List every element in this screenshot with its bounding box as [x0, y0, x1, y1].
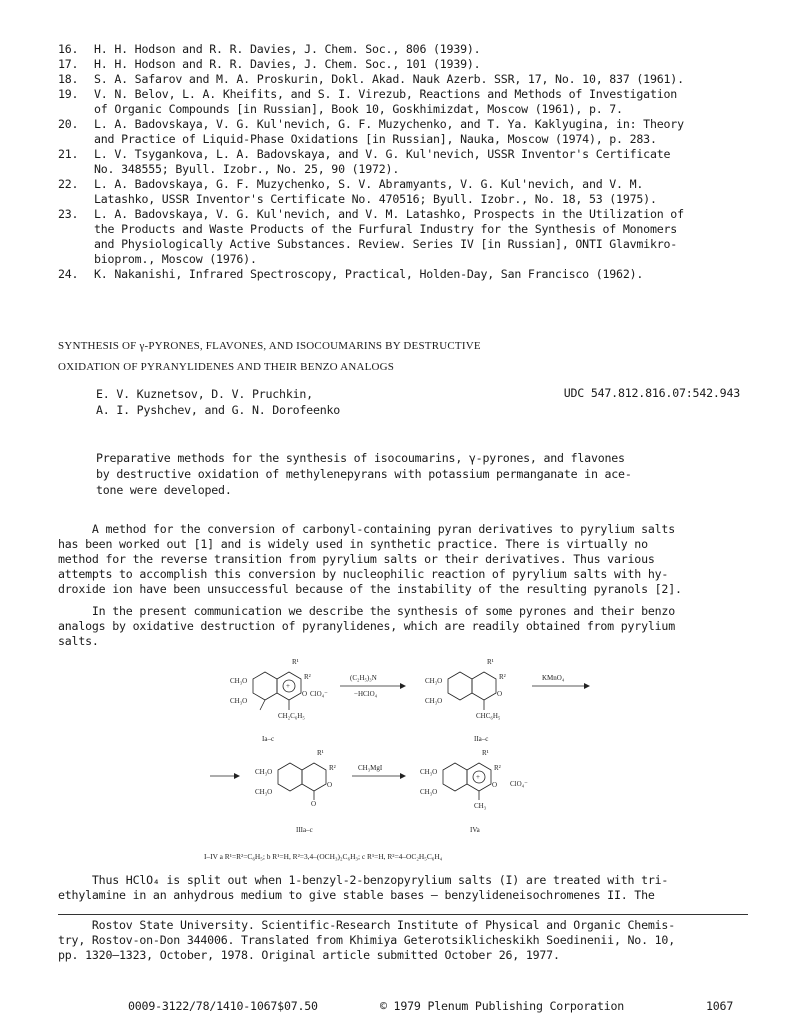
reference-number: 20.	[58, 117, 79, 131]
IV-och3-top: CH₃O	[420, 768, 438, 776]
reference-item	[58, 117, 748, 147]
authors-line1: E. V. Kuznetsov, D. V. Pruchkin,	[96, 387, 313, 401]
reagent-ch3mgi: CH₃MgI	[358, 764, 383, 772]
I-r2: R²	[304, 673, 311, 681]
IV-o: O	[492, 781, 498, 789]
author-list	[96, 386, 340, 418]
reagent-minus-hclo4: −HClO₄	[354, 690, 378, 698]
reference-item	[58, 72, 748, 87]
label-III: IIIa–c	[296, 826, 313, 834]
reference-item	[58, 267, 748, 282]
reagent-triethylamine: (C₂H₅)₃N	[350, 674, 377, 682]
structure-I-rings	[253, 672, 301, 710]
paragraph-results: Thus HClO₄ is split out when 1-benzyl-2-benzopyrylium salts (I) are treated with tri- ethylamine in an anhydrous medium to give stable bases — benzylideneisochromenes II. The	[58, 873, 669, 902]
reagent-kmno4: KMnO₄	[542, 674, 565, 682]
reference-text: S. A. Safarov and M. A. Proskurin, Dokl. Akad. Nauk Azerb. SSR, 17, No. 10, 837 (1961).	[94, 72, 684, 86]
structure-IV-rings	[443, 763, 491, 800]
article-title-line1: SYNTHESIS OF γ-PYRONES, FLAVONES, AND ISOCOUMARINS BY DESTRUCTIVE	[58, 340, 481, 352]
I-r1: R¹	[292, 658, 299, 666]
structure-III-rings	[278, 763, 326, 800]
structure-II-rings	[448, 672, 496, 710]
reference-number: 23.	[58, 207, 79, 221]
III-r2: R²	[329, 764, 336, 772]
III-och3-top: CH₃O	[255, 768, 273, 776]
I-clo4: ClO₄⁻	[310, 690, 328, 698]
IV-r2: R²	[494, 764, 501, 772]
reference-text: L. V. Tsygankova, L. A. Badovskaya, and V. G. Kul'nevich, USSR Inventor's Certificate No. 348555; Byull. Izobr., No. 25, 90 (1972).	[94, 147, 671, 176]
article-title-line2: OXIDATION OF PYRANYLIDENES AND THEIR BENZO ANALOGS	[58, 361, 395, 373]
article-title	[58, 336, 481, 378]
II-r2: R²	[499, 673, 506, 681]
reference-number: 18.	[58, 72, 79, 86]
II-och3-bottom: CH₃O	[425, 697, 443, 705]
reference-item	[58, 57, 748, 72]
IV-r1: R¹	[482, 749, 489, 757]
reference-item	[58, 177, 748, 207]
reference-number: 16.	[58, 42, 79, 56]
reaction-scheme	[200, 646, 620, 868]
udc-code: UDC 547.812.816.07:542.943	[563, 386, 740, 400]
label-IV: IVa	[470, 826, 480, 834]
reference-text: H. H. Hodson and R. R. Davies, J. Chem. Soc., 101 (1939).	[94, 57, 481, 71]
label-II: IIa–c	[474, 735, 489, 743]
reference-item	[58, 147, 748, 177]
authors-line2: A. I. Pyshchev, and G. N. Dorofeenko	[96, 403, 341, 417]
reference-item	[58, 42, 748, 57]
paragraph-communication: In the present communication we describe the synthesis of some pyrones and their benzo analogs by oxidative destruction of pyranylidenes, which are readily obtained from pyrylium salts.	[58, 604, 675, 648]
reference-item	[58, 207, 748, 267]
II-chc6h5: CHC₆H₅	[476, 712, 501, 720]
abstract: Preparative methods for the synthesis of isocoumarins, γ-pyrones, and flavones by destructive oxidation of methylenepyrans with potassium permanganate in ace- tone were developed.	[96, 451, 632, 497]
III-och3-bottom: CH₃O	[255, 788, 273, 796]
reference-text: V. N. Belov, L. A. Kheifits, and S. I. Virezub, Reactions and Methods of Investigation of Organic Compounds [in Russian], Book 10, Goskhimizdat, Moscow (1961), p. 7.	[94, 87, 678, 116]
reference-text: K. Nakanishi, Infrared Spectroscopy, Practical, Holden-Day, San Francisco (1962).	[94, 267, 644, 281]
reference-text: L. A. Badovskaya, V. G. Kul'nevich, and V. M. Latashko, Prospects in the Utilization of the Products and Waste Products of the Furfural Industry for the Synthesis of Monomers and Physiologically Active Substances. Review. Series IV [in Russian], ONTI Glavmikro- bioprom., Moscow (1976).	[94, 207, 684, 266]
II-o: O	[497, 690, 503, 698]
arrow-2-head	[584, 683, 590, 689]
reference-number: 24.	[58, 267, 79, 281]
scheme-legend: I–IV a R¹=R²=C₆H₅; b R¹=H, R²=3,4–(OCH₃)₂C₆H₃; c R¹=H, R²=4–OC₂H₅C₆H₄	[204, 852, 443, 861]
III-o: O	[327, 781, 333, 789]
I-o: O	[302, 690, 308, 698]
footnote-divider	[58, 914, 748, 915]
IV-och3-bottom: CH₃O	[420, 788, 438, 796]
arrow-2-continuation-head	[234, 773, 240, 779]
II-och3-top: CH₃O	[425, 677, 443, 685]
reference-text: L. A. Badovskaya, V. G. Kul'nevich, G. F. Muzychenko, and T. Ya. Kaklyugina, in: Theory and Practice of Liquid-Phase Oxidations [in Russian], Nauka, Moscow (1974), p. 283.	[94, 117, 684, 146]
label-I: Ia–c	[262, 735, 275, 743]
reference-number: 21.	[58, 147, 79, 161]
reference-text: L. A. Badovskaya, G. F. Muzychenko, S. V. Abramyants, V. G. Kul'nevich, and V. M. Latashko, USSR Inventor's Certificate No. 470516; Byull. Izobr., No. 18, 53 (1975).	[94, 177, 657, 206]
IV-plus: +	[476, 773, 480, 781]
arrow-3-head	[400, 773, 406, 779]
reference-number: 19.	[58, 87, 79, 101]
paragraph-intro: A method for the conversion of carbonyl-containing pyran derivatives to pyrylium salts has been worked out [1] and is widely used in synthetic practice. There is virtually no method for the reverse transition from pyrylium salts or their derivatives. Thus various attempts to accomplish this conversion by nucleophilic reaction of pyrylium salts with hy- droxide ion have been unsuccessful because of the instability of the resulting pyranols [2].	[58, 522, 682, 596]
reference-list	[58, 42, 748, 282]
arrow-1-head	[400, 683, 406, 689]
I-ch2c6h5: CH₂C₆H₅	[278, 712, 305, 720]
copyright: © 1979 Plenum Publishing Corporation	[380, 999, 625, 1013]
III-carbonyl-o: O	[311, 800, 317, 808]
reference-number: 17.	[58, 57, 79, 71]
IV-clo4: ClO₄⁻	[510, 780, 528, 788]
article-code: 0009-3122/78/1410-1067$07.50	[128, 999, 318, 1013]
III-r1: R¹	[317, 749, 324, 757]
I-och3-bottom: CH₃O	[230, 697, 248, 705]
reference-text: H. H. Hodson and R. R. Davies, J. Chem. Soc., 806 (1939).	[94, 42, 481, 56]
I-plus: +	[286, 682, 290, 690]
I-och3-top: CH₃O	[230, 677, 248, 685]
page-number: 1067	[706, 999, 734, 1013]
IV-ch3: CH₃	[474, 802, 487, 810]
affiliation-footnote: Rostov State University. Scientific-Research Institute of Physical and Organic Chemis- try, Rostov-on-Don 344006. Translated from Khimiya Geterotsiklicheskikh Soedinenii, No. 10, pp. 1320–1323, October, 1978. Original article submitted October 26, 1977.	[58, 918, 675, 962]
reference-item	[58, 87, 748, 117]
II-r1: R¹	[487, 658, 494, 666]
reference-number: 22.	[58, 177, 79, 191]
